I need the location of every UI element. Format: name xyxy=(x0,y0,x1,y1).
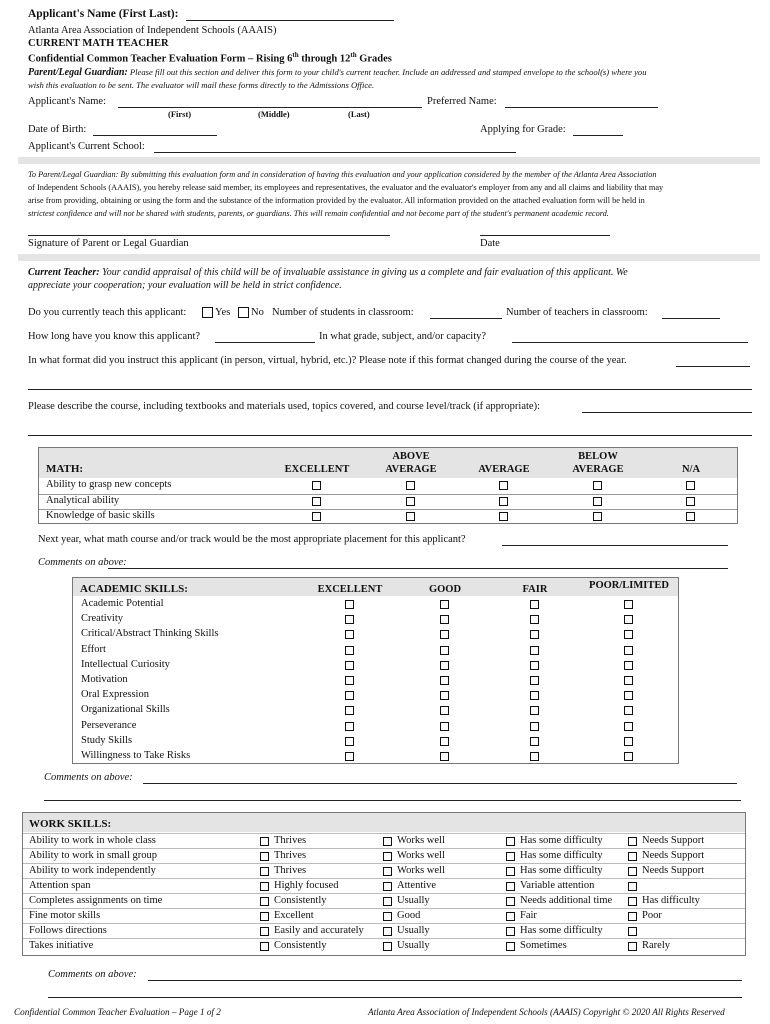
work-option-label: Has some difficulty xyxy=(520,925,603,936)
work-comments-input[interactable] xyxy=(148,980,742,981)
academic-rating-checkbox[interactable] xyxy=(530,706,539,715)
academic-col-header: GOOD xyxy=(428,584,462,595)
math-rating-checkbox[interactable] xyxy=(406,481,415,490)
work-comments-label: Comments on above: xyxy=(48,969,137,980)
signature-label: Signature of Parent or Legal Guardian xyxy=(28,238,189,249)
work-option-checkbox[interactable] xyxy=(628,852,637,861)
work-option-label: Thrives xyxy=(274,850,307,861)
work-option-checkbox[interactable] xyxy=(260,882,269,891)
release-line-3: arise from providing, obtaining or using the form and the substance of the information provided by the evaluator. All information provided on the attached evaluation form will be held in xyxy=(28,196,645,205)
work-option-checkbox[interactable] xyxy=(506,837,515,846)
academic-rating-checkbox[interactable] xyxy=(624,737,633,746)
work-option-checkbox[interactable] xyxy=(383,882,392,891)
howlong-input[interactable] xyxy=(215,342,315,343)
academic-rating-checkbox[interactable] xyxy=(530,691,539,700)
work-option-label: Fair xyxy=(520,910,537,921)
work-option-label: Excellent xyxy=(274,910,314,921)
no-label: No xyxy=(251,307,264,318)
work-option-label: Has some difficulty xyxy=(520,850,603,861)
release-line-4: strictest confidence and will not be shared with students, parents, or guardians. This will remain confidential and not become part of the student's permanent academic record. xyxy=(28,209,609,218)
work-option-label: Poor xyxy=(642,910,662,921)
academic-rating-checkbox[interactable] xyxy=(440,600,449,609)
academic-rating-checkbox[interactable] xyxy=(624,752,633,761)
academic-rating-checkbox[interactable] xyxy=(530,737,539,746)
academic-rating-checkbox[interactable] xyxy=(440,722,449,731)
work-option-checkbox[interactable] xyxy=(628,912,637,921)
work-option-checkbox[interactable] xyxy=(383,912,392,921)
work-option-label: Sometimes xyxy=(520,940,567,951)
release-line-1: To Parent/Legal Guardian: By submitting this evaluation form and in consideration of having this evaluation and your application considered by the member of the Atlanta Area Association xyxy=(28,170,657,179)
middle-caption: (Middle) xyxy=(258,109,290,119)
applicant-name-field-label: Applicant's Name: xyxy=(28,96,106,107)
academic-rating-checkbox[interactable] xyxy=(345,615,354,624)
parent-instructions: Parent/Legal Guardian: Please fill out this section and deliver this form to your child's current teacher. Include an addressed and stamped envelope to the school(s) where you xyxy=(28,67,647,78)
work-option-checkbox[interactable] xyxy=(260,927,269,936)
academic-rating-checkbox[interactable] xyxy=(440,737,449,746)
academic-row-label: Academic Potential xyxy=(81,598,164,609)
work-option-label: Consistently xyxy=(274,940,327,951)
academic-rating-checkbox[interactable] xyxy=(345,646,354,655)
math-rating-checkbox[interactable] xyxy=(499,497,508,506)
math-rating-checkbox[interactable] xyxy=(406,497,415,506)
math-comments-input[interactable] xyxy=(108,568,728,569)
academic-rating-checkbox[interactable] xyxy=(440,646,449,655)
math-row-label: Analytical ability xyxy=(46,494,120,506)
math-rating-checkbox[interactable] xyxy=(312,481,321,490)
academic-rating-checkbox[interactable] xyxy=(345,752,354,761)
date-input[interactable] xyxy=(480,235,610,236)
work-option-label: Works well xyxy=(397,850,445,861)
academic-rating-checkbox[interactable] xyxy=(440,752,449,761)
format-input-2[interactable] xyxy=(28,389,752,390)
next-year-label: Next year, what math course and/or track would be the most appropriate placement for this applicant? xyxy=(38,534,466,545)
work-skill-label: Fine motor skills xyxy=(29,910,101,921)
row-divider xyxy=(23,908,745,909)
work-option-label: Easily and accurately xyxy=(274,925,364,936)
math-rating-checkbox[interactable] xyxy=(686,481,695,490)
academic-rating-checkbox[interactable] xyxy=(624,661,633,670)
academic-row-label: Critical/Abstract Thinking Skills xyxy=(81,628,219,640)
row-divider xyxy=(23,938,745,939)
work-skill-label: Completes assignments on time xyxy=(29,895,163,906)
work-option-checkbox[interactable] xyxy=(383,927,392,936)
course-input[interactable] xyxy=(582,412,752,413)
academic-rating-checkbox[interactable] xyxy=(345,600,354,609)
work-option-checkbox[interactable] xyxy=(506,912,515,921)
dob-label: Date of Birth: xyxy=(28,124,87,135)
academic-row-label: Perseverance xyxy=(81,719,137,731)
academic-comments-label: Comments on above: xyxy=(44,772,133,783)
academic-col-header: POOR/LIMITED xyxy=(589,580,669,591)
yes-checkbox[interactable] xyxy=(202,307,213,318)
academic-rating-checkbox[interactable] xyxy=(530,661,539,670)
work-comments-input-2[interactable] xyxy=(48,997,742,998)
row-divider xyxy=(23,878,745,879)
dob-input[interactable] xyxy=(93,135,217,136)
work-option-checkbox[interactable] xyxy=(260,852,269,861)
parent-instructions-2: wish this evaluation to be sent. The evaluator will mail these forms directly to the Admissions Office. xyxy=(28,80,375,90)
work-skill-label: Ability to work in small group xyxy=(29,850,158,861)
row-divider xyxy=(39,494,737,495)
work-option-label: Rarely xyxy=(642,940,670,951)
section-divider xyxy=(18,157,760,164)
math-col-header: AVERAGE xyxy=(478,464,530,475)
row-divider xyxy=(23,833,745,834)
work-option-label: Has difficulty xyxy=(642,895,700,906)
work-option-checkbox[interactable] xyxy=(628,897,637,906)
math-title: MATH: xyxy=(46,463,84,475)
school-label: Applicant's Current School: xyxy=(28,141,145,152)
academic-row-label: Effort xyxy=(81,643,106,655)
academic-rating-checkbox[interactable] xyxy=(440,676,449,685)
capacity-label: In what grade, subject, and/or capacity? xyxy=(319,331,487,342)
academic-rating-checkbox[interactable] xyxy=(345,737,354,746)
work-option-checkbox[interactable] xyxy=(383,837,392,846)
academic-rating-checkbox[interactable] xyxy=(624,646,633,655)
academic-rating-checkbox[interactable] xyxy=(530,752,539,761)
work-option-checkbox[interactable] xyxy=(628,942,637,951)
work-option-checkbox[interactable] xyxy=(506,867,515,876)
footer-right: Atlanta Area Association of Independent Schools (AAAIS) Copyright © 2020 All Rights Reserved xyxy=(368,1007,725,1017)
math-rating-checkbox[interactable] xyxy=(686,512,695,521)
applicant-name-line[interactable] xyxy=(186,20,394,21)
work-option-label: Attentive xyxy=(397,880,437,891)
grade-label: Applying for Grade: xyxy=(480,124,566,135)
academic-rating-checkbox[interactable] xyxy=(440,691,449,700)
academic-row-label: Oral Expression xyxy=(81,689,149,701)
work-option-label: Thrives xyxy=(274,865,307,876)
work-option-label: Needs Support xyxy=(642,865,705,876)
work-option-checkbox[interactable] xyxy=(628,867,637,876)
math-rating-checkbox[interactable] xyxy=(499,481,508,490)
math-col-header: EXCELLENT xyxy=(284,464,350,475)
work-option-label: Works well xyxy=(397,865,445,876)
math-rating-checkbox[interactable] xyxy=(312,497,321,506)
work-option-label: Works well xyxy=(397,835,445,846)
work-option-label: Has some difficulty xyxy=(520,835,603,846)
row-divider xyxy=(23,923,745,924)
work-option-checkbox[interactable] xyxy=(260,837,269,846)
math-rating-checkbox[interactable] xyxy=(499,512,508,521)
work-option-checkbox[interactable] xyxy=(506,927,515,936)
math-rating-checkbox[interactable] xyxy=(406,512,415,521)
teachers-label: Number of teachers in classroom: xyxy=(506,307,648,318)
math-row-label: Ability to grasp new concepts xyxy=(46,479,172,490)
work-title: WORK SKILLS: xyxy=(29,818,112,830)
academic-rating-checkbox[interactable] xyxy=(440,630,449,639)
first-caption: (First) xyxy=(168,109,192,119)
format-input[interactable] xyxy=(676,366,750,367)
row-divider xyxy=(23,893,745,894)
last-caption: (Last) xyxy=(348,109,370,119)
academic-col-header: FAIR xyxy=(522,584,548,595)
next-year-input[interactable] xyxy=(502,545,728,546)
academic-rating-checkbox[interactable] xyxy=(624,676,633,685)
footer-left: Confidential Common Teacher Evaluation – Page 1 of 2 xyxy=(14,1007,221,1017)
work-skill-label: Ability to work in whole class xyxy=(29,835,156,846)
work-option-label: Usually xyxy=(397,925,430,936)
howlong-label: How long have you know this applicant? xyxy=(28,331,201,342)
work-option-label: Has some difficulty xyxy=(520,865,603,876)
academic-row-label: Willingness to Take Risks xyxy=(81,750,191,761)
academic-row-label: Intellectual Curiosity xyxy=(81,658,170,670)
preferred-name-input[interactable] xyxy=(505,107,658,108)
work-option-checkbox[interactable] xyxy=(506,942,515,951)
work-option-checkbox[interactable] xyxy=(383,852,392,861)
academic-rating-checkbox[interactable] xyxy=(530,676,539,685)
date-label: Date xyxy=(480,238,500,249)
math-rating-checkbox[interactable] xyxy=(312,512,321,521)
academic-comments-input-2[interactable] xyxy=(44,800,741,801)
work-header-bg xyxy=(23,813,745,832)
work-skill-label: Follows directions xyxy=(29,925,107,936)
release-line-2: of Independent Schools (AAAIS), you hereby release said member, its employees and representatives, the evaluator and the evaluator's employer from any and all claims and liability that may xyxy=(28,183,664,192)
work-option-label: Good xyxy=(397,910,421,921)
signature-input[interactable] xyxy=(28,235,390,236)
academic-col-header: EXCELLENT xyxy=(317,584,383,595)
academic-comments-input[interactable] xyxy=(143,783,737,784)
work-option-label: Usually xyxy=(397,940,430,951)
role-title: CURRENT MATH TEACHER xyxy=(28,38,169,49)
row-divider xyxy=(23,863,745,864)
academic-rating-checkbox[interactable] xyxy=(345,676,354,685)
math-comments-label: Comments on above: xyxy=(38,557,127,568)
academic-rating-checkbox[interactable] xyxy=(530,615,539,624)
row-divider xyxy=(39,509,737,510)
work-option-checkbox[interactable] xyxy=(260,867,269,876)
work-option-label: Needs Support xyxy=(642,835,705,846)
format-label: In what format did you instruct this applicant (in person, virtual, hybrid, etc.)? Please note if this format changed during the course of the year. xyxy=(28,355,627,366)
academic-row-label: Motivation xyxy=(81,674,128,685)
math-rating-checkbox[interactable] xyxy=(686,497,695,506)
academic-rating-checkbox[interactable] xyxy=(345,661,354,670)
students-label: Number of students in classroom: xyxy=(272,307,414,318)
preferred-name-label: Preferred Name: xyxy=(427,96,497,107)
no-checkbox[interactable] xyxy=(238,307,249,318)
course-input-2[interactable] xyxy=(28,435,752,436)
work-option-checkbox[interactable] xyxy=(506,897,515,906)
academic-rating-checkbox[interactable] xyxy=(624,722,633,731)
row-divider xyxy=(23,848,745,849)
math-row-label: Knowledge of basic skills xyxy=(46,510,155,521)
form-title: Confidential Common Teacher Evaluation Form – Rising 6th through 12th Grades xyxy=(28,51,392,65)
academic-rating-checkbox[interactable] xyxy=(624,691,633,700)
academic-rating-checkbox[interactable] xyxy=(345,691,354,700)
academic-rating-checkbox[interactable] xyxy=(530,646,539,655)
work-option-checkbox[interactable] xyxy=(260,912,269,921)
academic-rating-checkbox[interactable] xyxy=(440,661,449,670)
math-col-header: ABOVE AVERAGE xyxy=(385,451,437,475)
math-rating-checkbox[interactable] xyxy=(593,497,602,506)
academic-rating-checkbox[interactable] xyxy=(345,722,354,731)
academic-rating-checkbox[interactable] xyxy=(345,630,354,639)
teachers-input[interactable] xyxy=(662,318,720,319)
academic-rating-checkbox[interactable] xyxy=(440,615,449,624)
work-option-label: Usually xyxy=(397,895,430,906)
academic-rating-checkbox[interactable] xyxy=(624,600,633,609)
section-divider-2 xyxy=(18,254,760,261)
work-option-label: Highly focused xyxy=(274,880,339,891)
teach-question: Do you currently teach this applicant: xyxy=(28,307,187,318)
academic-rating-checkbox[interactable] xyxy=(530,630,539,639)
academic-rating-checkbox[interactable] xyxy=(530,600,539,609)
academic-rating-checkbox[interactable] xyxy=(624,630,633,639)
work-option-label: Needs additional time xyxy=(520,895,613,906)
academic-row-label: Creativity xyxy=(81,613,123,625)
applicant-name-input[interactable] xyxy=(118,107,422,108)
academic-rating-checkbox[interactable] xyxy=(530,722,539,731)
work-option-checkbox[interactable] xyxy=(506,852,515,861)
work-option-checkbox[interactable] xyxy=(383,867,392,876)
teacher-intro-2: appreciate your cooperation; your evaluation will be held in strict confidence. xyxy=(28,280,342,291)
academic-rating-checkbox[interactable] xyxy=(345,706,354,715)
work-option-checkbox[interactable] xyxy=(383,897,392,906)
work-option-checkbox[interactable] xyxy=(260,897,269,906)
school-input[interactable] xyxy=(154,152,516,153)
capacity-input[interactable] xyxy=(512,342,748,343)
work-option-label: Thrives xyxy=(274,835,307,846)
academic-rating-checkbox[interactable] xyxy=(624,706,633,715)
org-name: Atlanta Area Association of Independent Schools (AAAIS) xyxy=(28,25,277,36)
work-option-checkbox[interactable] xyxy=(383,942,392,951)
work-option-checkbox[interactable] xyxy=(628,837,637,846)
academic-rating-checkbox[interactable] xyxy=(624,615,633,624)
work-option-checkbox[interactable] xyxy=(628,927,637,936)
course-label: Please describe the course, including textbooks and materials used, topics covered, and course level/track (if appropriate): xyxy=(28,401,540,412)
work-option-label: Variable attention xyxy=(520,880,595,891)
academic-row-label: Organizational Skills xyxy=(81,704,170,716)
work-skill-label: Attention span xyxy=(29,880,91,891)
yes-label: Yes xyxy=(215,307,231,318)
work-option-checkbox[interactable] xyxy=(260,942,269,951)
work-skill-label: Takes initiative xyxy=(29,940,94,951)
academic-row-label: Study Skills xyxy=(81,734,133,746)
work-option-checkbox[interactable] xyxy=(506,882,515,891)
academic-rating-checkbox[interactable] xyxy=(440,706,449,715)
work-option-label: Needs Support xyxy=(642,850,705,861)
math-col-header: BELOW AVERAGE xyxy=(572,451,624,475)
work-option-checkbox[interactable] xyxy=(628,882,637,891)
students-input[interactable] xyxy=(430,318,502,319)
grade-input[interactable] xyxy=(573,135,623,136)
work-skill-label: Ability to work independently xyxy=(29,865,156,876)
teacher-intro: Current Teacher: Your candid appraisal of this child will be of invaluable assistance in giving us a complete and fair evaluation of this applicant. We xyxy=(28,267,628,278)
math-rating-checkbox[interactable] xyxy=(593,481,602,490)
applicant-name-label: Applicant's Name (First Last): xyxy=(28,8,179,20)
math-rating-checkbox[interactable] xyxy=(593,512,602,521)
academic-title: ACADEMIC SKILLS: xyxy=(80,583,188,595)
math-col-header: N/A xyxy=(681,464,701,475)
work-option-label: Consistently xyxy=(274,895,327,906)
